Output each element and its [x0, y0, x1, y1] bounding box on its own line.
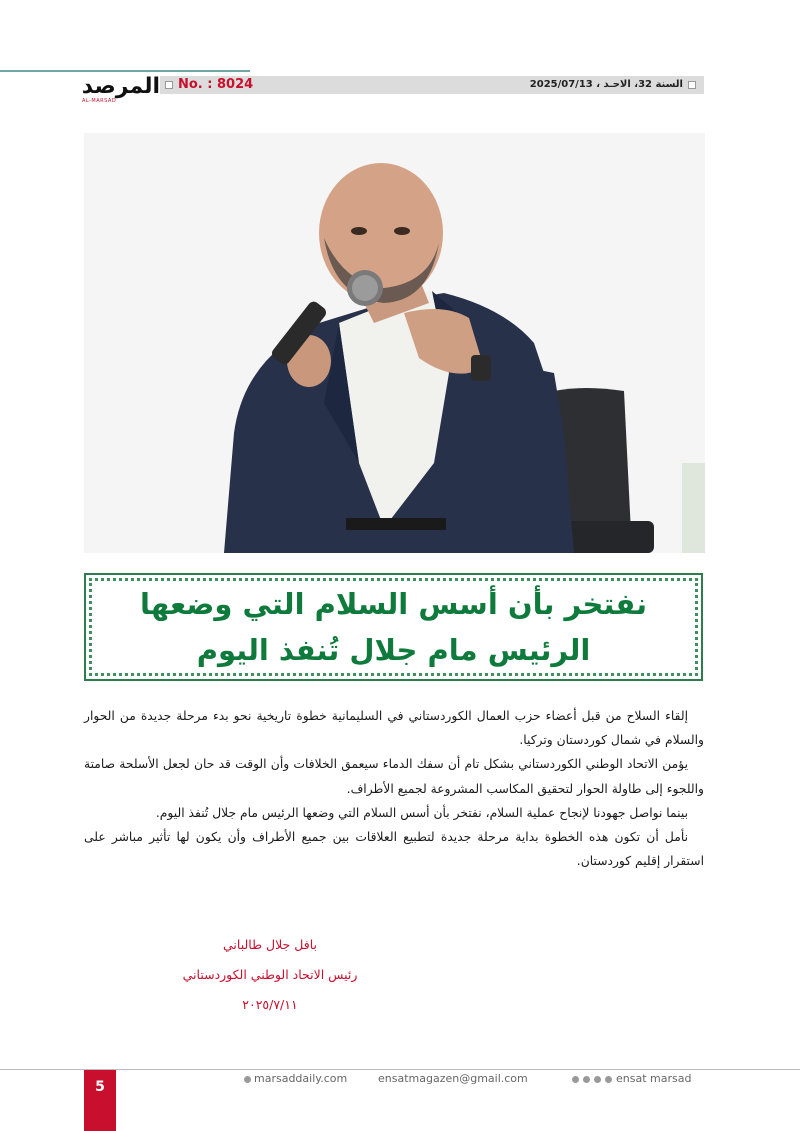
- issue-number-text: No. : 8024: [178, 77, 254, 92]
- issue-date: [530, 76, 696, 94]
- footer-website-text: marsaddaily.com: [254, 1072, 348, 1085]
- globe-icon: [244, 1076, 251, 1083]
- footer-email[interactable]: [378, 1072, 528, 1086]
- issue-number: [165, 76, 253, 94]
- article-paragraph-3: بينما نواصل جهودنا لإنجاح عملية السلام، نفتخر بأن أسس السلام التي وضعها الرئيس مام جلال تُنفذ اليوم.: [155, 805, 688, 820]
- headline-line-1: نفتخر بأن أسس السلام التي وضعها: [139, 587, 648, 621]
- headline-box: [84, 573, 703, 681]
- article-paragraph-1: إلقاء السلاح من قبل أعضاء حزب العمال الكوردستاني في السليمانية خطوة تاريخية نحو بدء مرحلة جديدة من الحوار والسلام في شمال كوردستان وتركيا.: [84, 709, 704, 748]
- youtube-icon[interactable]: [605, 1076, 612, 1083]
- footer-rule: [0, 1069, 800, 1070]
- footer-website[interactable]: [244, 1072, 347, 1086]
- page-number-badge: [84, 1070, 116, 1131]
- logo-text: المرصد: [81, 74, 160, 99]
- facebook-icon[interactable]: [572, 1076, 579, 1083]
- signature-date: ٢٠٢٥/٧/١١: [242, 997, 298, 1012]
- header-top-rule: [0, 70, 250, 72]
- twitter-icon[interactable]: [583, 1076, 590, 1083]
- masthead-logo[interactable]: [82, 74, 160, 104]
- square-bullet-icon: [165, 81, 173, 89]
- signature-name: بافل جلال طالباني: [223, 937, 317, 952]
- instagram-icon[interactable]: [594, 1076, 601, 1083]
- article-paragraph-4: نأمل أن تكون هذه الخطوة بداية مرحلة جديدة لتطبيع العلاقات بين جميع الأطراف وأن يكون لها تأثير مباشر على استقرار إقليم كوردستان.: [84, 830, 704, 869]
- square-bullet-icon: [688, 81, 696, 89]
- signature-block: [150, 930, 390, 1020]
- footer-email-text: ensatmagazen@gmail.com: [378, 1072, 528, 1085]
- logo-subtitle: AL-MARSAD: [82, 98, 117, 104]
- signature-title: رئيس الاتحاد الوطني الكوردستاني: [182, 967, 358, 982]
- headline-line-2: الرئيس مام جلال تُنفذ اليوم: [196, 633, 591, 667]
- footer-social[interactable]: [572, 1072, 691, 1086]
- page-number: 5: [95, 1079, 105, 1095]
- article-paragraph-2: يؤمن الاتحاد الوطني الكوردستاني بشكل تام أن سفك الدماء سيعمق الخلافات وأن الوقت قد حان لجعل الأسلحة صامتة واللجوء إلى طاولة الحوار لتحقيق المكاسب المشروعة لجميع الأطراف.: [84, 757, 704, 796]
- article-photo: [84, 133, 705, 553]
- speaker-photo-illustration: [84, 133, 705, 553]
- issue-date-text: السنة 32، الاحـد ، 2025/07/13: [529, 79, 683, 90]
- footer-social-text: ensat marsad: [616, 1072, 692, 1085]
- headline-inner-border: [89, 578, 698, 676]
- article-body: [84, 704, 704, 873]
